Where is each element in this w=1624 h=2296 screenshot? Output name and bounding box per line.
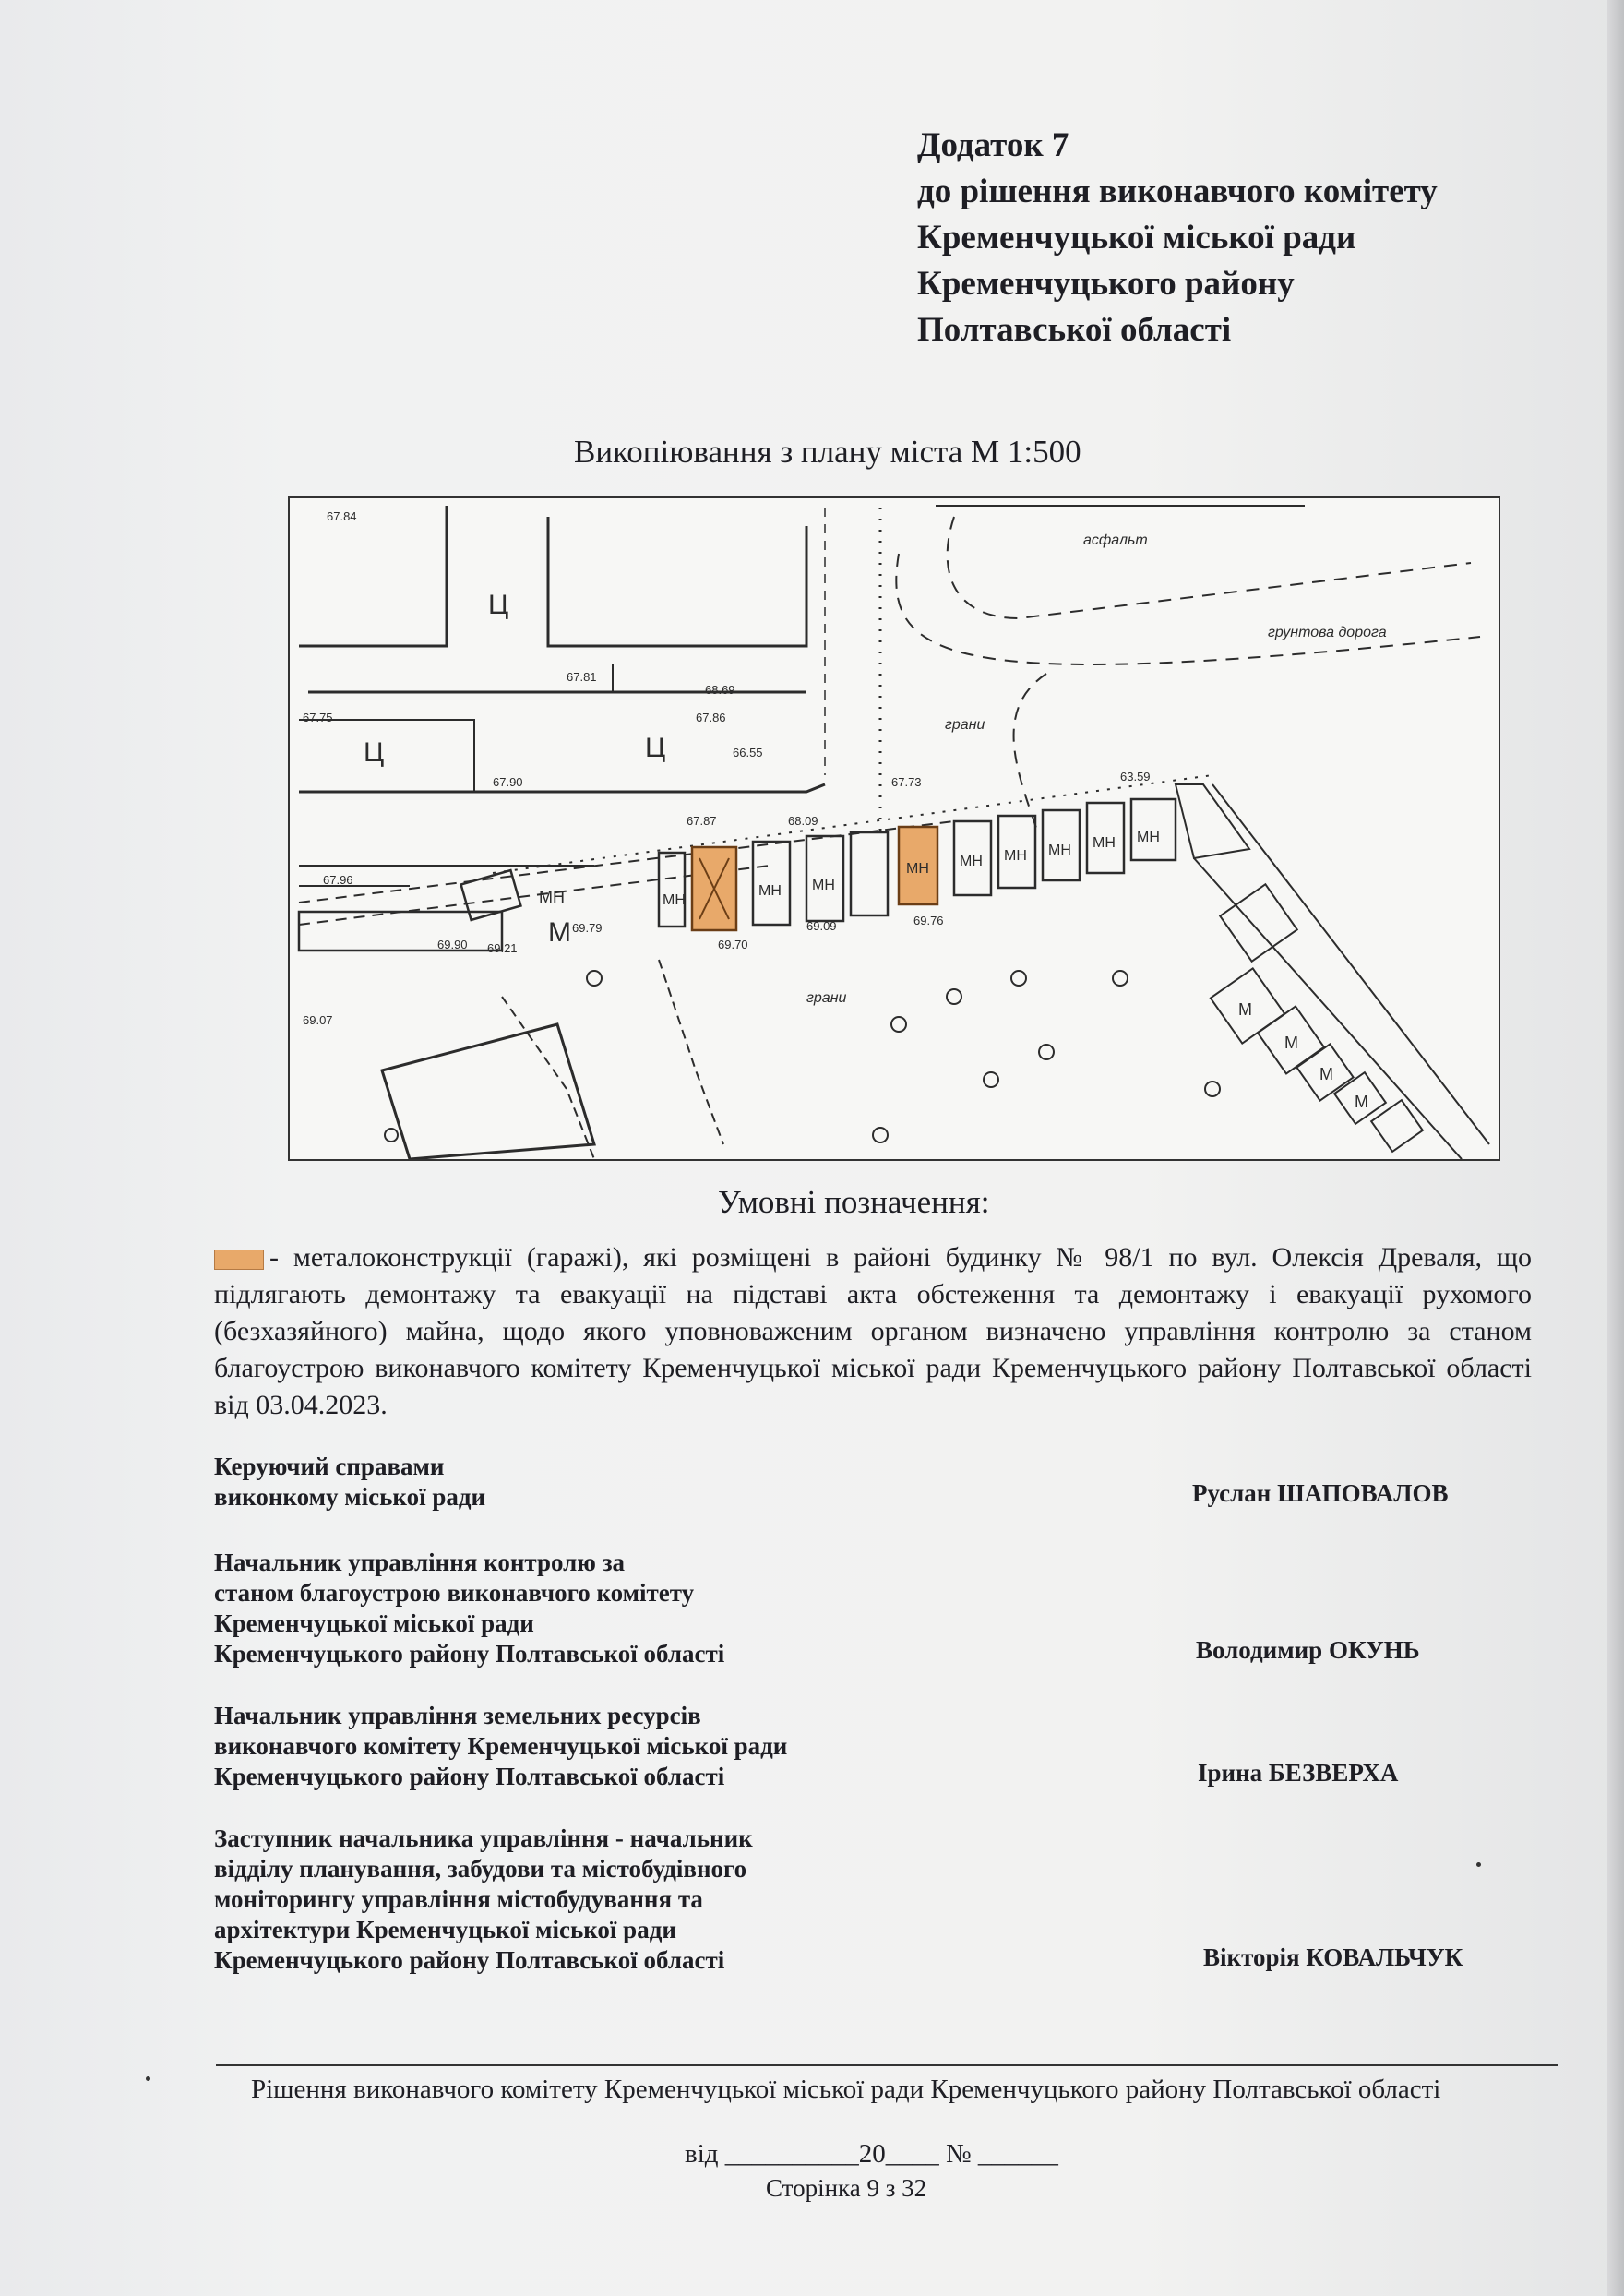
building-outline <box>299 720 474 792</box>
position-line: Заступник начальника управління - начальник <box>214 1824 753 1852</box>
legend-title: Умовні позначення: <box>718 1184 990 1220</box>
signatory-name: Володимир ОКУНЬ <box>1196 1636 1420 1664</box>
garage-label: МН <box>539 888 565 906</box>
zone-label: Ц <box>364 737 385 768</box>
elevation-label: 67.81 <box>567 670 597 684</box>
city-plan-map <box>288 496 1500 1161</box>
zone-label: Ц <box>488 590 509 620</box>
legend-description: - металоконструкції (гаражі), які розміщені в районі будинку № 98/1 по вул. Олексія Древаля, що підлягають демонтажу та евакуації на підставі акта обстеження та демонтажу і евакуації рухомого (безхазяйного) майна, щодо якого уповноваженим органом визначено управління контролю за станом благоустрою виконавчого комітету Кременчуцької міської ради Кременчуцького району Полтавської області від 03.04.2023. <box>214 1242 1532 1420</box>
signature-position <box>214 1701 787 1792</box>
elevation-label: 69.90 <box>437 938 468 951</box>
addendum-line: Кременчуцької міської ради <box>917 219 1356 257</box>
tree-symbols <box>385 971 1220 1142</box>
elevation-label: 67.96 <box>323 873 353 887</box>
elevation-label: 69.21 <box>487 941 518 955</box>
footer-title: Рішення виконавчого комітету Кременчуцької міської ради Кременчуцького району Полтавської області <box>251 2075 1441 2104</box>
legend-entry <box>214 1239 1532 1424</box>
elevation-label: 67.87 <box>687 814 717 828</box>
signature-position <box>214 1548 724 1669</box>
position-line: виконавчого комітету Кременчуцької міської ради <box>214 1732 788 1760</box>
position-line: Начальник управління земельних ресурсів <box>214 1702 701 1729</box>
surface-label: грунтова дорога <box>1268 625 1387 640</box>
building-outline <box>548 517 806 646</box>
elevation-label: 67.73 <box>891 775 922 789</box>
road-edge <box>502 997 594 1159</box>
position-line: Кременчуцького району Полтавської області <box>214 1640 725 1668</box>
elevation-label: 69.76 <box>914 914 944 927</box>
garage-label: МН <box>663 892 686 908</box>
garage-label: МН <box>758 883 782 899</box>
elevation-label: 69.09 <box>806 919 837 933</box>
position-line: виконкому міської ради <box>214 1483 486 1511</box>
surface-label: асфальт <box>1083 532 1148 548</box>
garage-label: М <box>1320 1065 1333 1083</box>
position-line: Кременчуцької міської ради <box>214 1609 534 1637</box>
signatory-name: Ірина БЕЗВЕРХА <box>1198 1759 1399 1787</box>
city-plan-drawing <box>290 498 1499 1159</box>
building-outline <box>299 506 447 646</box>
zone-label: Ц <box>645 733 666 763</box>
elevation-label: 67.90 <box>493 775 523 789</box>
footer-rule <box>216 2064 1558 2066</box>
paper-edge-shadow <box>1607 0 1624 2296</box>
position-line: моніторингу управління містобудування та <box>214 1885 703 1913</box>
position-line: Кременчуцького району Полтавської області <box>214 1946 725 1974</box>
position-line: станом благоустрою виконавчого комітету <box>214 1579 695 1607</box>
elevation-label: 66.55 <box>733 746 763 759</box>
elevation-label: 69.70 <box>718 938 748 951</box>
elevation-label: 69.07 <box>303 1013 333 1027</box>
elevation-label: 69.79 <box>572 921 603 935</box>
elevation-label: 67.75 <box>303 711 333 724</box>
fence-line <box>493 775 1212 873</box>
zone-label: М <box>548 917 571 948</box>
garage-label: М <box>1284 1034 1298 1052</box>
elevation-label: 68.69 <box>705 683 735 697</box>
addendum-line: до рішення виконавчого комітету <box>917 173 1438 210</box>
garage <box>1220 884 1297 962</box>
signature-position <box>214 1824 753 1976</box>
map-title: Викопіювання з плану міста М 1:500 <box>574 434 1081 470</box>
legend-swatch-garages <box>214 1250 264 1270</box>
road-edge <box>1014 674 1046 831</box>
addendum-line: Кременчуцького району <box>917 265 1295 303</box>
road-edge <box>948 517 1471 618</box>
garage-label: МН <box>906 861 929 877</box>
road-edge <box>659 960 723 1144</box>
signatory-name: Вікторія КОВАЛЬЧУК <box>1203 1943 1463 1971</box>
addendum-header <box>917 123 1438 353</box>
elevation-label: 67.84 <box>327 509 357 523</box>
building-outline <box>382 1024 594 1159</box>
paper-speck <box>146 2076 150 2081</box>
garage-label: МН <box>812 878 835 893</box>
garage-label: МН <box>960 854 983 869</box>
page-number: Сторінка 9 з 32 <box>766 2174 927 2202</box>
footer-date-line: від __________20____ № ______ <box>685 2139 1058 2169</box>
road-edge <box>1212 784 1489 1144</box>
garage-label: МН <box>1093 835 1116 851</box>
garage-label: МН <box>1048 843 1071 858</box>
position-line: відділу планування, забудови та містобудівного <box>214 1855 747 1883</box>
addendum-line: Полтавської області <box>917 311 1232 349</box>
surface-label: грани <box>945 717 985 733</box>
paper-speck <box>1476 1862 1481 1867</box>
garage-label: М <box>1355 1093 1368 1111</box>
position-line: Начальник управління контролю за <box>214 1549 626 1576</box>
garage <box>659 853 685 927</box>
position-line: архітектури Кременчуцької міської ради <box>214 1916 676 1943</box>
garage <box>851 832 888 915</box>
elevation-label: 68.09 <box>788 814 818 828</box>
elevation-label: 67.86 <box>696 711 726 724</box>
signatory-name: Руслан ШАПОВАЛОВ <box>1192 1479 1449 1507</box>
elevation-label: 63.59 <box>1120 770 1151 783</box>
road-edge <box>896 554 1480 664</box>
garage-label: МН <box>1137 830 1160 845</box>
building-outline <box>299 784 825 792</box>
garage-label: МН <box>1004 848 1027 864</box>
signature-position <box>214 1452 485 1513</box>
addendum-line: Додаток 7 <box>917 126 1069 164</box>
position-line: Керуючий справами <box>214 1453 445 1480</box>
road-edge <box>1194 858 1462 1159</box>
position-line: Кременчуцького району Полтавської області <box>214 1763 725 1790</box>
surface-label: грани <box>806 990 847 1006</box>
garage <box>1176 784 1249 858</box>
garage-label: М <box>1238 1000 1252 1019</box>
